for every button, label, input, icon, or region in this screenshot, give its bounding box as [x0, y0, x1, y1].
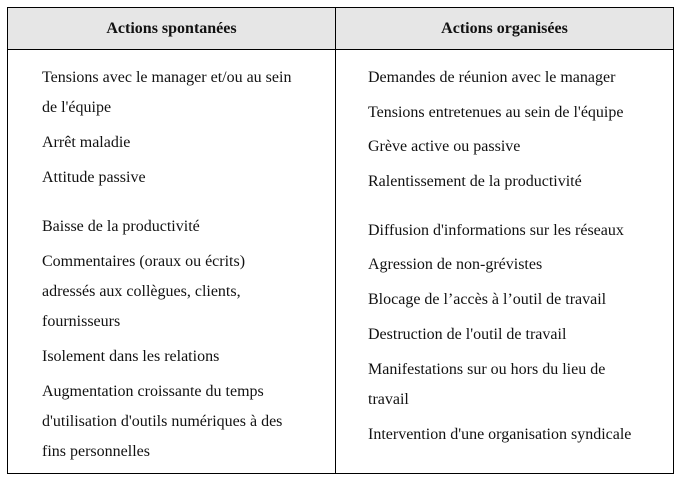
list-item [42, 212, 200, 242]
list-item [42, 342, 219, 372]
list-item-line: travail [368, 391, 409, 408]
list-item-line: Intervention d'une organisation syndicale [368, 426, 632, 443]
list-item [368, 285, 606, 315]
list-item [42, 247, 245, 337]
list-item-line: Baisse de la productivité [42, 218, 200, 235]
list-item-line: Arrêt maladie [42, 134, 131, 151]
list-item-line: fins personnelles [42, 443, 150, 460]
list-item-line: adressés aux collègues, clients, [42, 283, 241, 300]
list-item-line: Agression de non-grévistes [368, 256, 543, 273]
list-item [368, 63, 615, 93]
list-item-line: de l'équipe [42, 99, 112, 116]
list-item [368, 132, 520, 162]
list-item-line: Destruction de l'outil de travail [368, 326, 567, 343]
list-item-line: Grève active ou passive [368, 138, 521, 155]
list-item-line: Ralentissement de la productivité [368, 173, 582, 190]
list-item-line: Isolement dans les relations [42, 348, 220, 365]
list-item [368, 250, 542, 280]
list-item-line: fournisseurs [42, 313, 121, 330]
list-item [42, 163, 146, 193]
list-item-line: Commentaires (oraux ou écrits) [42, 253, 246, 270]
list-item [368, 98, 623, 128]
list-item [368, 420, 631, 450]
list-item-line: Blocage de l’accès à l’outil de travail [368, 291, 607, 308]
list-item [42, 128, 130, 158]
list-item-line: Tensions avec le manager et/ou au sein [42, 69, 292, 86]
list-item-line: Attitude passive [42, 169, 146, 186]
list-item [42, 377, 282, 467]
list-item-line: Manifestations sur ou hors du lieu de [368, 361, 606, 378]
list-item [42, 63, 291, 123]
list-item [368, 320, 566, 350]
list-item-line: Tensions entretenues au sein de l'équipe [368, 104, 624, 121]
column-divider [335, 8, 336, 473]
list-item-line: d'utilisation d'outils numériques à des [42, 413, 283, 430]
list-item [368, 216, 624, 246]
column-header-spontaneous: Actions spontanées [106, 20, 237, 37]
list-item-line: Augmentation croissante du temps [42, 383, 264, 400]
table-header-row [8, 8, 673, 50]
actions-table [7, 7, 674, 474]
list-item [368, 355, 605, 415]
list-item-line: Demandes de réunion avec le manager [368, 69, 616, 86]
list-item-line: Diffusion d'informations sur les réseaux [368, 222, 624, 239]
list-item [368, 167, 582, 197]
column-header-organized: Actions organisées [441, 20, 568, 37]
